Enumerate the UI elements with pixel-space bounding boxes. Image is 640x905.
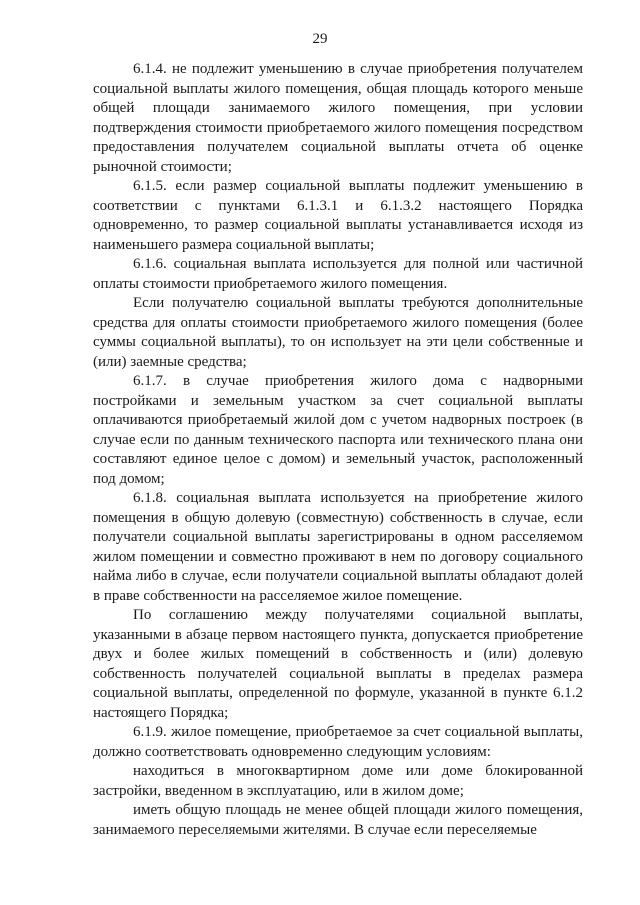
paragraph-6-1-9: 6.1.9. жилое помещение, приобретаемое за счет социальной выплаты, должно соответствовать одновременно следующим условиям: xyxy=(93,724,583,760)
paragraph-6-1-4: 6.1.4. не подлежит уменьшению в случае приобретения получателем социальной выплаты жилого помещения, общая площадь которого меньше общей площади занимаемого жилого помещения, при условии подтверждения стоимости приобретаемого жилого помещения посредством предоставления получателем социальной выплаты отчета об оценке рыночной стоимости; xyxy=(93,61,583,175)
paragraph-condition-area: иметь общую площадь не менее общей площади жилого помещения, занимаемого переселяемыми жителями. В случае если переселяемые xyxy=(93,802,583,838)
paragraph-6-1-7: 6.1.7. в случае приобретения жилого дома с надворными постройками и земельным участком за счет социальной выплаты оплачиваются приобретаемый жилой дом с учетом надворных построек (в случае если по данным технического паспорта или технического плана они составляют единое целое с домом) и земельный участок, расположенный под домом; xyxy=(93,373,583,487)
paragraph-6-1-5: 6.1.5. если размер социальной выплаты подлежит уменьшению в соответствии с пунктами 6.1.3.1 и 6.1.3.2 настоящего Порядка одновременно, то размер социальной выплаты устанавливается исходя из наименьшего размера социальной выплаты; xyxy=(93,178,583,253)
paragraph-additional-funds: Если получателю социальной выплаты требуются дополнительные средства для оплаты стоимости приобретаемого жилого помещения (более суммы социальной выплаты), то он использует на эти цели собственные и (или) заемные средства; xyxy=(93,295,583,370)
paragraph-agreement: По соглашению между получателями социальной выплаты, указанными в абзаце первом настоящего пункта, допускается приобретение двух и более жилых помещений в собственность и (или) долевую собственность получателей социальной выплаты в пределах размера социальной выплаты, определенной по формуле, указанной в пункте 6.1.2 настоящего Порядка; xyxy=(93,607,583,721)
paragraph-condition-building: находиться в многоквартирном доме или доме блокированной застройки, введенном в эксплуатацию, или в жилом доме; xyxy=(93,763,583,799)
page-number: 29 xyxy=(312,31,328,47)
paragraph-6-1-6: 6.1.6. социальная выплата используется для полной или частичной оплаты стоимости приобретаемого жилого помещения. xyxy=(93,256,583,292)
paragraph-6-1-8: 6.1.8. социальная выплата используется на приобретение жилого помещения в общую долевую (совместную) собственность в случае, если получатели социальной выплаты зарегистрированы в одном расселяемом жилом помещении и совместно проживают в нем по договору социального найма либо в случае, если получатели социальной выплаты обладают долей в праве собственности на расселяемое жилое помещение. xyxy=(93,490,583,604)
document-body xyxy=(93,60,583,840)
